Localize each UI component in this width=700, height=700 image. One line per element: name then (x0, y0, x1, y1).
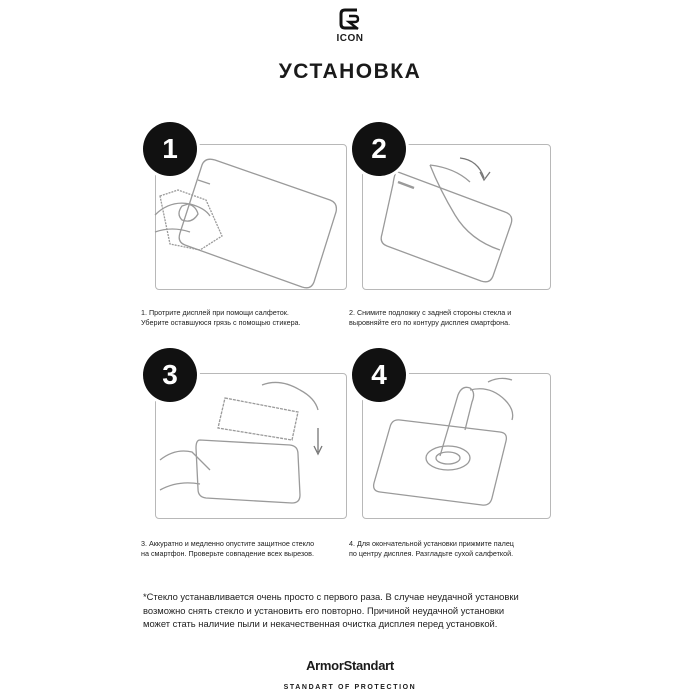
brand-logo (326, 6, 374, 44)
page-title: УСТАНОВКА (278, 60, 422, 83)
footnote-line2: возможно снять стекло и установить его повторно. Причиной неудачной установки (143, 604, 505, 616)
brand-tagline: STANDART OF PROTECTION (283, 684, 417, 691)
step-3-caption (141, 539, 356, 559)
step-4-caption-line1: 4. Для окончательной установки прижмите палец (349, 539, 514, 548)
step-3-caption-line2: на смартфон. Проверьте совпадение всех вырезов. (141, 549, 314, 558)
step-4-caption (349, 539, 564, 559)
step-3-caption-line1: 3. Аккуратно и медленно опустите защитное стекло (141, 539, 315, 548)
brand-name: ArmorStandart (306, 658, 394, 673)
icon-logo-mark-icon (337, 6, 363, 32)
step-2-caption-line1: 2. Снимите подложку с задней стороны стекла и (349, 308, 512, 317)
footnote (143, 590, 563, 631)
step-4-caption-line2: по центру дисплея. Разгладьте сухой салфеткой. (349, 549, 514, 558)
step-2-caption (349, 308, 564, 328)
step-2-badge: 2 (352, 122, 406, 176)
step-1-badge: 1 (143, 122, 197, 176)
step-1-caption-line1: 1. Протрите дисплей при помощи салфеток. (141, 308, 289, 317)
footnote-line1: *Стекло устанавливается очень просто с первого раза. В случае неудачной установки (143, 591, 519, 602)
step-4-badge: 4 (352, 348, 406, 402)
step-2-caption-line2: выровняйте его по контуру дисплея смартфона. (349, 318, 511, 327)
step-1-caption-line2: Уберите оставшуюся грязь с помощью стикера. (141, 318, 301, 327)
step-1-caption (141, 308, 351, 328)
footnote-line3: может стать наличие пыли и некачественная очистка дисплея перед установкой. (143, 618, 498, 630)
logo-text: ICON (336, 33, 364, 44)
step-3-badge: 3 (143, 348, 197, 402)
